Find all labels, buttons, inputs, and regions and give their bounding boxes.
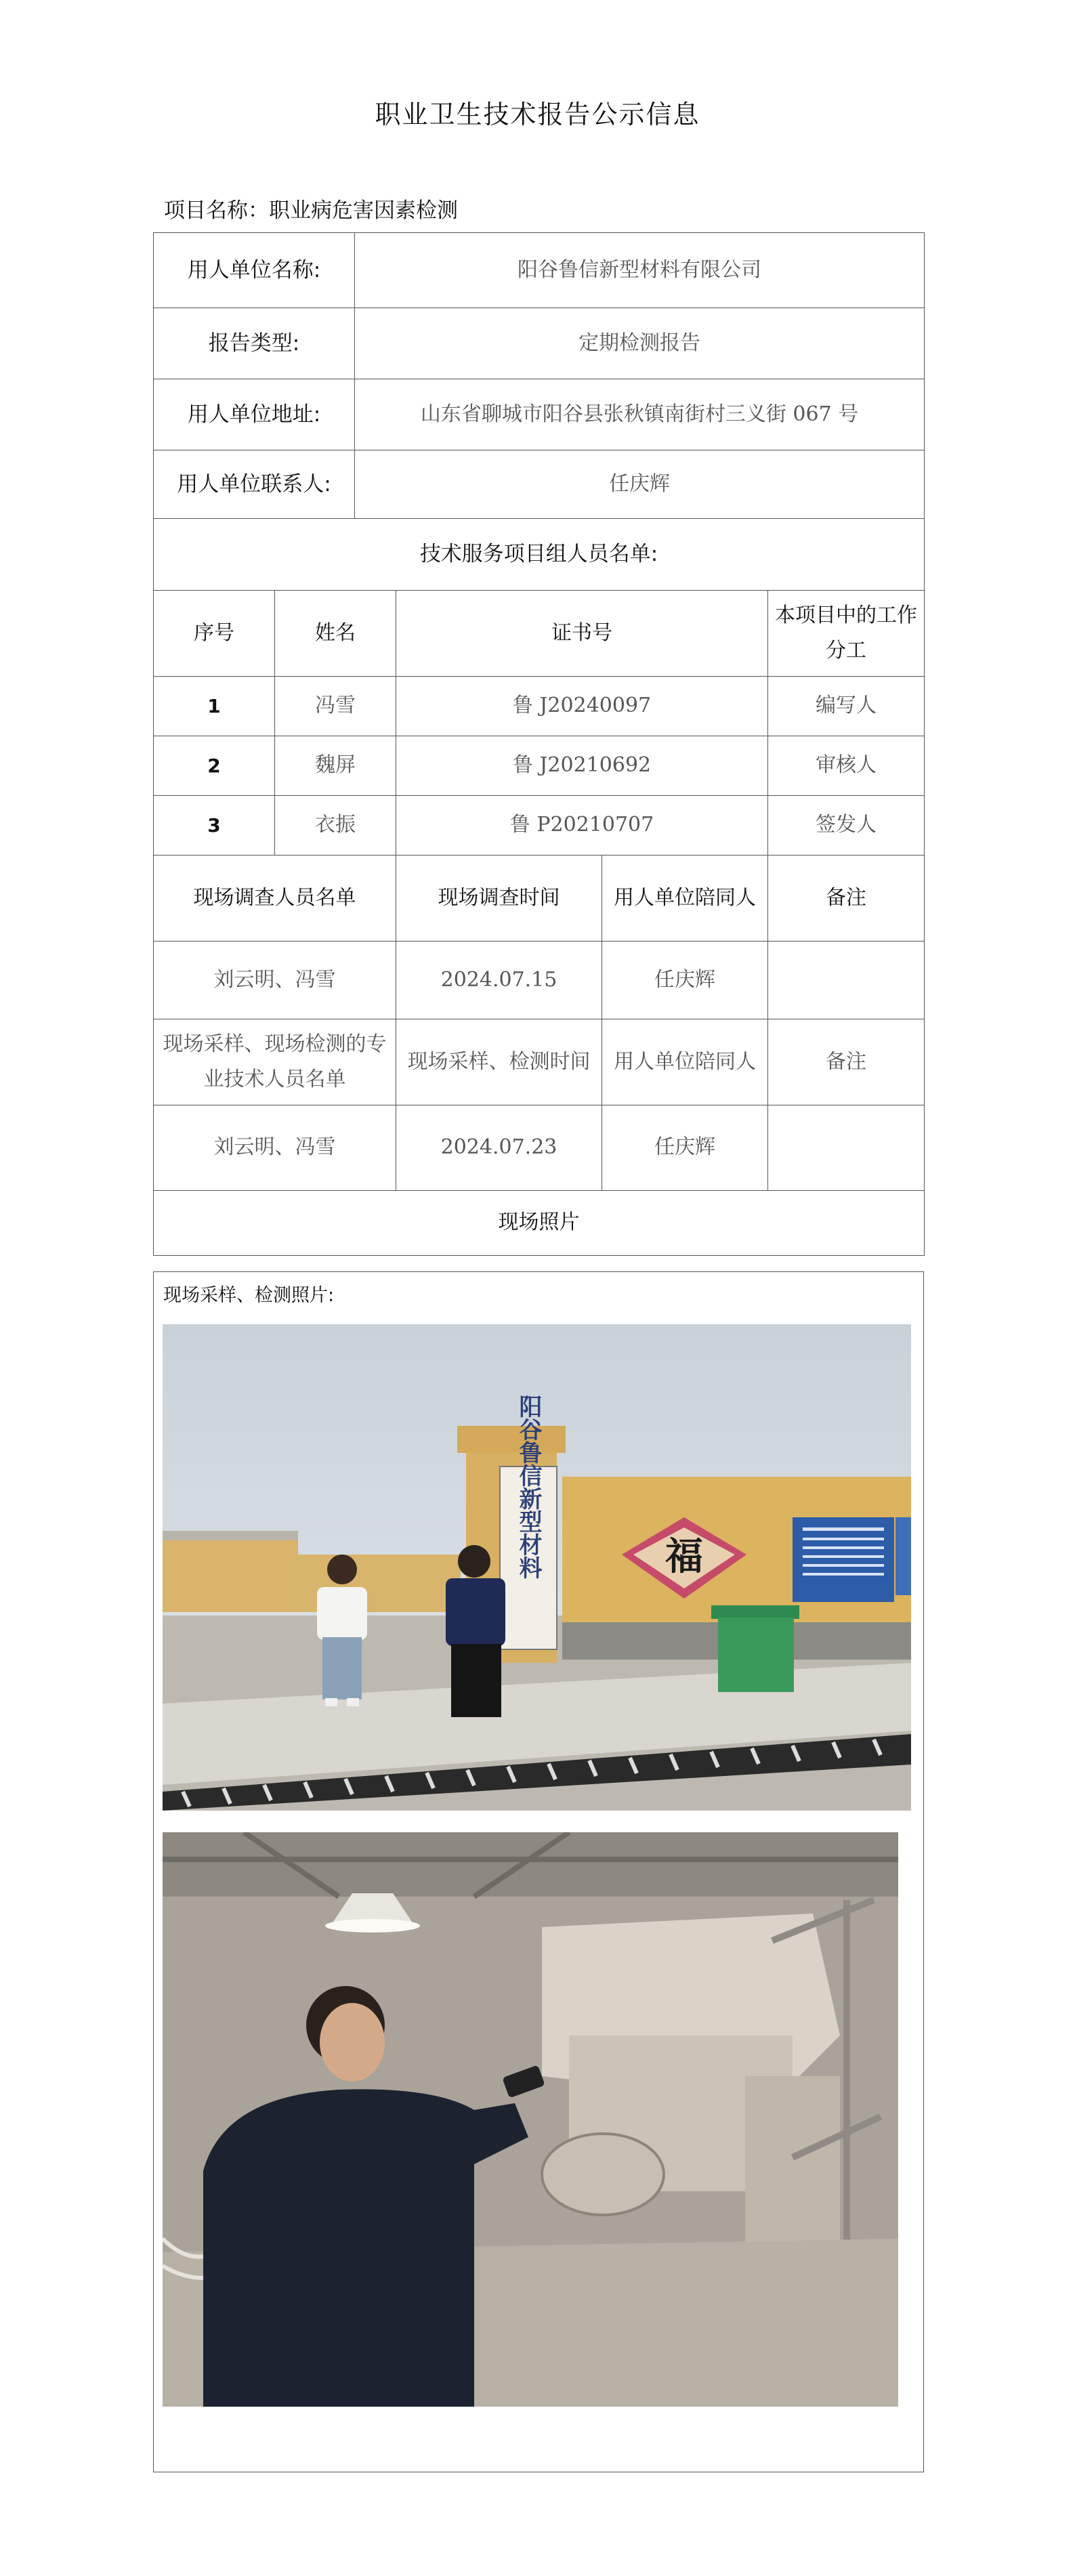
survey-accompany: 任庆辉 xyxy=(602,942,768,1019)
member-name: 冯雪 xyxy=(275,677,396,736)
info-table xyxy=(153,232,925,1256)
page-title: 职业卫生技术报告公示信息 xyxy=(375,100,700,129)
survey-header-staff: 现场调查人员名单 xyxy=(154,856,396,942)
survey-header-time: 现场调查时间 xyxy=(396,856,602,942)
sampling-remark xyxy=(768,1105,925,1191)
member-role: 签发人 xyxy=(768,796,925,856)
survey-remark xyxy=(768,942,925,1019)
table-row xyxy=(154,796,925,856)
sampling-row xyxy=(154,1105,925,1191)
address-label: 用人单位地址: xyxy=(154,379,355,450)
member-no: 1 xyxy=(154,677,275,736)
survey-header-row xyxy=(154,856,925,942)
row-contact xyxy=(154,450,925,519)
member-name: 衣振 xyxy=(275,796,396,856)
employer-name-value: 阳谷鲁信新型材料有限公司 xyxy=(355,233,925,308)
project-name xyxy=(164,193,458,224)
photo-caption: 现场采样、检测照片: xyxy=(163,1285,335,1306)
member-cert: 鲁 J20210692 xyxy=(396,736,768,796)
survey-header-accompany: 用人单位陪同人 xyxy=(602,856,768,942)
sampling-header-staff: 现场采样、现场检测的专业技术人员名单 xyxy=(154,1019,396,1105)
member-role: 审核人 xyxy=(768,736,925,796)
member-no: 2 xyxy=(154,736,275,796)
survey-row xyxy=(154,942,925,1019)
report-type-value: 定期检测报告 xyxy=(355,308,925,379)
header-role: 本项目中的工作分工 xyxy=(768,591,925,677)
sampling-time: 2024.07.23 xyxy=(396,1105,602,1191)
address-value: 山东省聊城市阳谷县张秋镇南街村三义街 067 号 xyxy=(355,379,925,450)
header-cert: 证书号 xyxy=(396,591,768,677)
sampling-header-row xyxy=(154,1019,925,1105)
row-photos-heading xyxy=(154,1191,925,1256)
project-value: 职业病危害因素检测 xyxy=(269,198,458,223)
header-name: 姓名 xyxy=(275,591,396,677)
sampling-header-accompany: 用人单位陪同人 xyxy=(602,1019,768,1105)
contact-label: 用人单位联系人: xyxy=(154,450,355,519)
report-type-label: 报告类型: xyxy=(154,308,355,379)
employer-name-label: 用人单位名称: xyxy=(154,233,355,308)
sampling-header-time: 现场采样、检测时间 xyxy=(396,1019,602,1105)
row-team-heading xyxy=(154,519,925,591)
photo-section xyxy=(153,1271,924,2472)
member-name: 魏屏 xyxy=(275,736,396,796)
survey-header-remark: 备注 xyxy=(768,856,925,942)
row-address xyxy=(154,379,925,450)
project-label: 项目名称： xyxy=(164,198,269,223)
sampling-accompany: 任庆辉 xyxy=(602,1105,768,1191)
team-heading: 技术服务项目组人员名单: xyxy=(154,519,925,591)
member-cert: 鲁 J20240097 xyxy=(396,677,768,736)
gate-sign-text: 阳谷鲁信新型材料 xyxy=(515,1395,542,1579)
survey-staff: 刘云明、冯雪 xyxy=(154,942,396,1019)
member-no: 3 xyxy=(154,796,275,856)
row-employer-name xyxy=(154,233,925,308)
table-row xyxy=(154,736,925,796)
sampling-staff: 刘云明、冯雪 xyxy=(154,1105,396,1191)
row-report-type xyxy=(154,308,925,379)
member-cert: 鲁 P20210707 xyxy=(396,796,768,856)
member-role: 编写人 xyxy=(768,677,925,736)
contact-value: 任庆辉 xyxy=(355,450,925,519)
header-no: 序号 xyxy=(154,591,275,677)
team-header-row xyxy=(154,591,925,677)
photo-indoor xyxy=(163,1832,898,2407)
photo-gate xyxy=(163,1324,911,1811)
sampling-header-remark: 备注 xyxy=(768,1019,925,1105)
survey-time: 2024.07.15 xyxy=(396,942,602,1019)
photos-heading: 现场照片 xyxy=(154,1191,925,1256)
fu-character: 福 xyxy=(665,1534,703,1579)
table-row xyxy=(154,677,925,736)
